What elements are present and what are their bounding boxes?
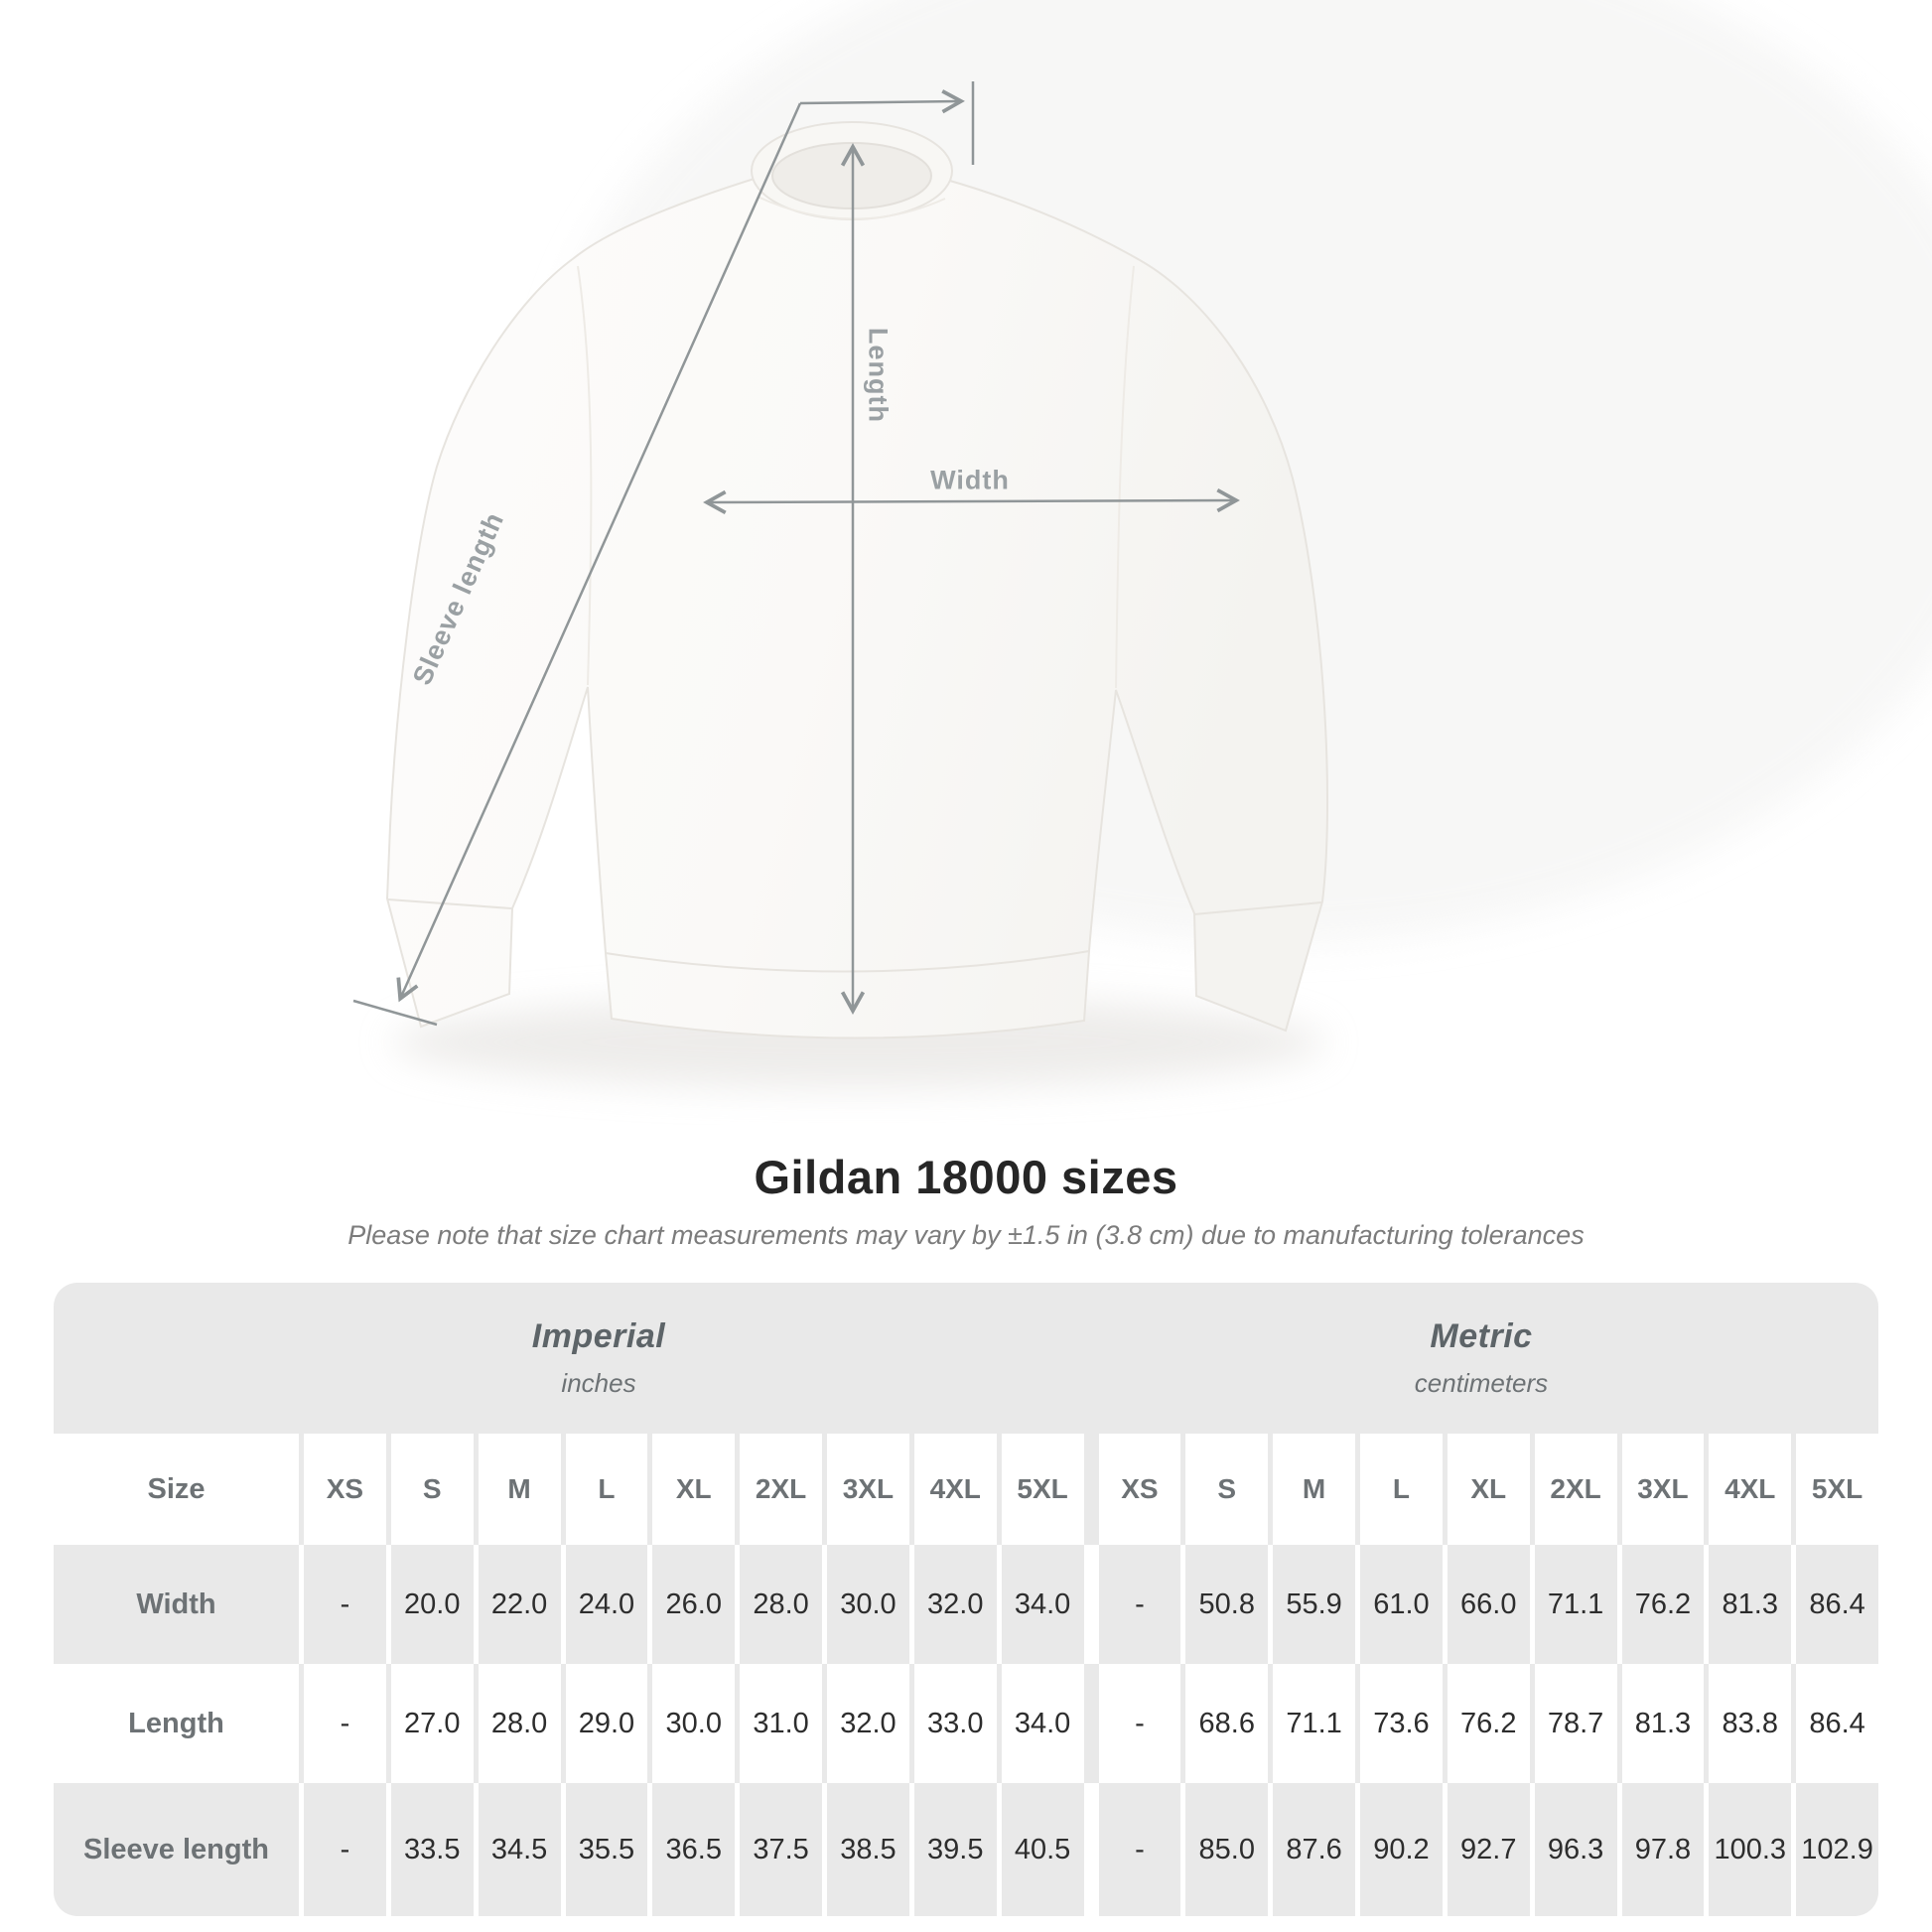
size-value-cell: 29.0 <box>561 1664 648 1783</box>
size-value-cell: - <box>299 1664 386 1783</box>
size-value-cell: 32.0 <box>822 1664 909 1783</box>
table-row-width <box>54 1545 1878 1664</box>
row-label: Length <box>128 1707 224 1739</box>
column-header: S <box>1180 1434 1268 1545</box>
size-value-cell: 102.9 <box>1791 1783 1878 1916</box>
size-value-cell: 24.0 <box>561 1545 648 1664</box>
size-value-cell: 22.0 <box>474 1545 561 1664</box>
column-header: 3XL <box>1617 1434 1705 1545</box>
size-value-cell: 68.6 <box>1180 1664 1268 1783</box>
size-value-cell: 66.0 <box>1443 1545 1530 1664</box>
size-value-cell: 86.4 <box>1791 1664 1878 1783</box>
size-value-cell: 33.0 <box>909 1664 997 1783</box>
size-value-cell: 87.6 <box>1268 1783 1355 1916</box>
size-value-cell: 33.5 <box>386 1783 474 1916</box>
size-value-cell: 76.2 <box>1443 1664 1530 1783</box>
size-value-cell: 34.5 <box>474 1783 561 1916</box>
group-divider <box>1084 1664 1094 1783</box>
size-value-cell: 83.8 <box>1704 1664 1791 1783</box>
size-value-cell: 32.0 <box>909 1545 997 1664</box>
size-value-cell: 28.0 <box>735 1545 822 1664</box>
metric-title: Metric <box>1430 1317 1533 1355</box>
size-value-cell: 96.3 <box>1530 1783 1617 1916</box>
column-header: S <box>386 1434 474 1545</box>
metric-columns <box>1094 1434 1879 1545</box>
size-value-cell: 85.0 <box>1180 1783 1268 1916</box>
size-value-cell: 73.6 <box>1355 1664 1443 1783</box>
metric-unit: centimeters <box>1414 1368 1549 1398</box>
tolerance-note: Please note that size chart measurements may vary by ±1.5 in (3.8 cm) due to manufacturing tolerances <box>347 1220 1585 1250</box>
size-value-cell: 37.5 <box>735 1783 822 1916</box>
size-value-cell: - <box>1094 1545 1181 1664</box>
size-value-cell: 50.8 <box>1180 1545 1268 1664</box>
size-value-cell: 90.2 <box>1355 1783 1443 1916</box>
size-value-cell: 81.3 <box>1617 1664 1705 1783</box>
size-chart-table <box>54 1283 1878 1916</box>
group-header-imperial <box>54 1283 1084 1434</box>
size-value-cell: 61.0 <box>1355 1545 1443 1664</box>
size-value-cell: 36.5 <box>647 1783 735 1916</box>
column-header: 5XL <box>1791 1434 1878 1545</box>
size-value-cell: 20.0 <box>386 1545 474 1664</box>
width-label: Width <box>930 465 1010 495</box>
size-value-cell: 28.0 <box>474 1664 561 1783</box>
row-label: Sleeve length <box>83 1833 269 1865</box>
size-value-cell: 31.0 <box>735 1664 822 1783</box>
size-value-cell: - <box>1094 1664 1181 1783</box>
size-value-cell: - <box>1094 1783 1181 1916</box>
size-value-cell: 26.0 <box>647 1545 735 1664</box>
column-header: L <box>561 1434 648 1545</box>
size-value-cell: 40.5 <box>997 1783 1084 1916</box>
group-header-metric <box>1084 1283 1878 1434</box>
size-value-cell: - <box>299 1545 386 1664</box>
length-imperial-values <box>299 1664 1084 1783</box>
table-row-sleeve-length <box>54 1783 1878 1916</box>
width-metric-values <box>1094 1545 1879 1664</box>
group-divider <box>1084 1545 1094 1664</box>
table-row-length <box>54 1664 1878 1783</box>
size-value-cell: 86.4 <box>1791 1545 1878 1664</box>
size-value-cell: 71.1 <box>1268 1664 1355 1783</box>
sleeve-imperial-values <box>299 1783 1084 1916</box>
group-divider <box>1084 1783 1094 1916</box>
column-header: 5XL <box>997 1434 1084 1545</box>
size-value-cell: 39.5 <box>909 1783 997 1916</box>
column-header: 2XL <box>1530 1434 1617 1545</box>
size-value-cell: 34.0 <box>997 1664 1084 1783</box>
column-header: 3XL <box>822 1434 909 1545</box>
size-value-cell: 30.0 <box>647 1664 735 1783</box>
column-header: 4XL <box>1704 1434 1791 1545</box>
column-header: M <box>1268 1434 1355 1545</box>
unit-group-band <box>54 1283 1878 1434</box>
title-block <box>0 1150 1932 1251</box>
size-value-cell: - <box>299 1783 386 1916</box>
row-label: Width <box>136 1587 216 1620</box>
size-value-cell: 78.7 <box>1530 1664 1617 1783</box>
imperial-title: Imperial <box>531 1317 666 1355</box>
column-header: 4XL <box>909 1434 997 1545</box>
size-value-cell: 34.0 <box>997 1545 1084 1664</box>
size-value-cell: 97.8 <box>1617 1783 1705 1916</box>
length-label: Length <box>863 328 894 423</box>
size-value-cell: 55.9 <box>1268 1545 1355 1664</box>
width-imperial-values <box>299 1545 1084 1664</box>
size-value-cell: 92.7 <box>1443 1783 1530 1916</box>
column-header: XS <box>1094 1434 1181 1545</box>
size-value-cell: 100.3 <box>1704 1783 1791 1916</box>
page-title: Gildan 18000 sizes <box>754 1151 1178 1203</box>
size-value-cell: 30.0 <box>822 1545 909 1664</box>
sleeve-metric-values <box>1094 1783 1879 1916</box>
size-value-cell: 76.2 <box>1617 1545 1705 1664</box>
size-header-label: Size <box>147 1472 206 1505</box>
sleeve-length-label: Sleeve length <box>406 507 510 690</box>
column-header: XL <box>647 1434 735 1545</box>
imperial-columns <box>299 1434 1084 1545</box>
size-value-cell: 81.3 <box>1704 1545 1791 1664</box>
size-value-cell: 71.1 <box>1530 1545 1617 1664</box>
column-header: M <box>474 1434 561 1545</box>
column-header: 2XL <box>735 1434 822 1545</box>
column-header: XS <box>299 1434 386 1545</box>
size-value-cell: 27.0 <box>386 1664 474 1783</box>
size-value-cell: 38.5 <box>822 1783 909 1916</box>
size-value-cell: 35.5 <box>561 1783 648 1916</box>
column-header: XL <box>1443 1434 1530 1545</box>
column-header: L <box>1355 1434 1443 1545</box>
length-metric-values <box>1094 1664 1879 1783</box>
group-divider <box>1084 1434 1094 1545</box>
imperial-unit: inches <box>561 1368 636 1398</box>
size-header-row <box>54 1434 1878 1545</box>
